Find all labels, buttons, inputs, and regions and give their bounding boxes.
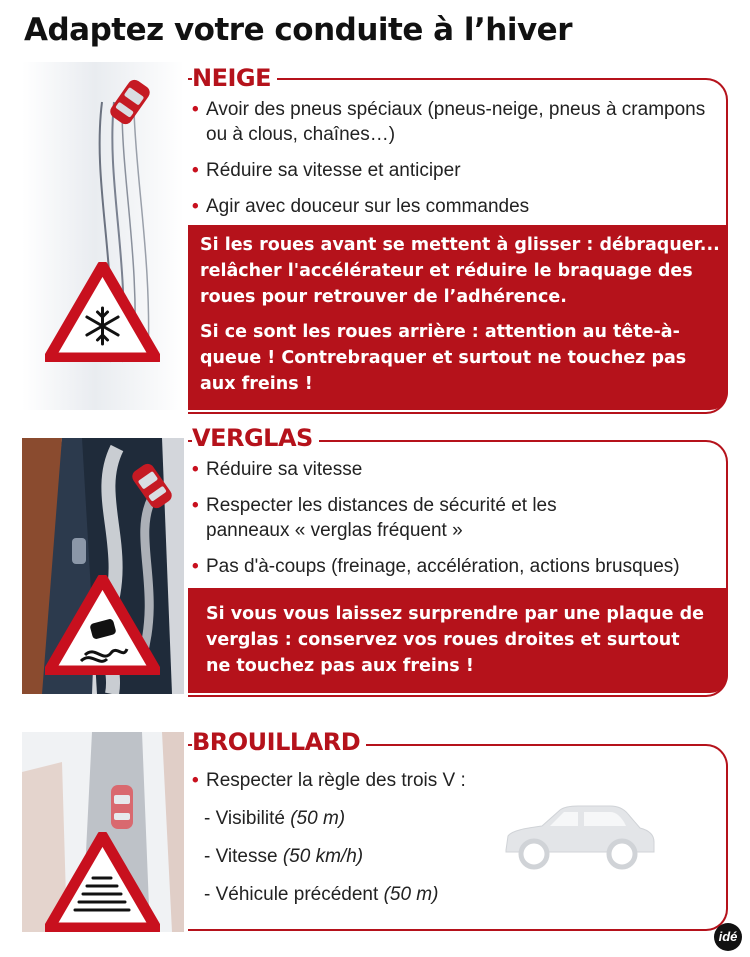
neige-warning-box <box>188 225 728 410</box>
car-silhouette-icon <box>498 800 658 872</box>
list-item: • Réduire sa vitesse et anticiper <box>192 160 461 181</box>
brouillard-bullets <box>190 768 710 804</box>
list-item: - Vitesse (50 km/h) <box>204 846 364 867</box>
verglas-title: VERGLAS <box>192 424 319 452</box>
list-item: • Pas d'à-coups (freinage, accélération, actions brusques) <box>192 556 680 577</box>
brouillard-title: BROUILLARD <box>192 728 366 756</box>
neige-bullets <box>190 97 710 230</box>
three-v-list <box>204 806 504 920</box>
verglas-warning: Si vous vous laissez surprendre par une plaque de verglas : conservez vos roues droites et surtout ne touchez pas aux freins ! <box>206 604 704 676</box>
snowflake-warning-sign-icon <box>45 262 160 362</box>
list-item: • Respecter la règle des trois V : <box>192 770 466 791</box>
fog-warning-sign-icon <box>45 832 160 932</box>
list-item: • Réduire sa vitesse <box>192 459 363 480</box>
neige-title: NEIGE <box>192 64 277 92</box>
neige-warning-1: Si les roues avant se mettent à glisser : débraquer... relâcher l'accélérateur et réduire le braquage des roues pour retrouver de l’adhérence. <box>200 235 720 307</box>
verglas-warning-box <box>188 588 728 693</box>
page-title: Adaptez votre conduite à l’hiver <box>24 12 572 48</box>
neige-warning-2: Si ce sont les roues arrière : attention au tête-à-queue ! Contrebraquer et surtout ne touchez pas aux freins ! <box>200 322 687 394</box>
list-item: • Agir avec douceur sur les commandes <box>192 196 530 217</box>
list-item: • Avoir des pneus spéciaux (pneus-neige, pneus à crampons ou à clous, chaînes…) <box>192 99 706 145</box>
list-item: - Véhicule précédent (50 m) <box>204 884 439 905</box>
ide-logo: idé <box>714 923 742 951</box>
slippery-road-warning-sign-icon <box>45 575 160 675</box>
verglas-bullets <box>190 457 720 590</box>
list-item: • Respecter les distances de sécurité et les panneaux « verglas fréquent » <box>192 495 557 541</box>
list-item: - Visibilité (50 m) <box>204 808 346 829</box>
